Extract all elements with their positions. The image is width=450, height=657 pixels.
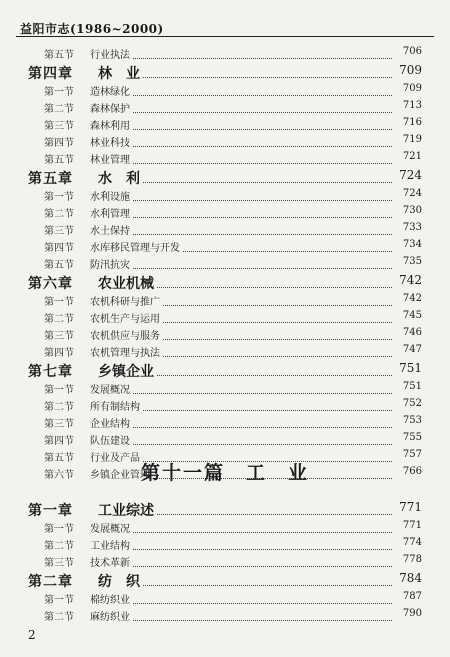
toc-section-row [0,608,450,625]
page-ref: 757 [394,449,422,460]
page-ref: 719 [394,134,422,145]
section-number: 第五节 [44,260,74,271]
section-number: 第一节 [44,524,74,535]
dot-leader [90,427,392,428]
chapter-title: 乡镇企业 [98,361,157,381]
toc-section-row [0,83,450,100]
section-title: 造林绿化 [90,83,132,98]
section-number: 第三节 [44,226,74,237]
dot-leader [90,217,392,218]
page-ref: 771 [394,500,422,514]
dot-leader [90,566,392,567]
dot-leader [90,146,392,147]
toc-chapter-row [0,361,450,381]
section-title: 麻纺织业 [90,608,132,623]
toc-section-row [0,398,450,415]
chapter-number: 第一章 [28,503,73,519]
chapter-number: 第六章 [28,276,73,292]
dot-leader [90,95,392,96]
page-ref: 751 [394,381,422,392]
section-title: 农机科研与推广 [90,293,162,308]
section-number: 第一节 [44,385,74,396]
page-ref: 771 [394,520,422,531]
section-title: 水库移民管理与开发 [90,239,182,254]
section-number: 第三节 [44,558,74,569]
toc-section-row [0,432,450,449]
section-number: 第三节 [44,331,74,342]
dot-leader [90,234,392,235]
toc-section-row [0,134,450,151]
section-title: 企业结构 [90,415,132,430]
section-title: 农机生产与运用 [90,310,162,325]
section-number: 第四节 [44,436,74,447]
chapter-title: 水 利 [98,168,143,188]
page-ref: 724 [394,188,422,199]
dot-leader [90,163,392,164]
toc-chapter-row [0,571,450,591]
page-ref: 709 [394,83,422,94]
section-number: 第四节 [44,348,74,359]
toc-section-row [0,293,450,310]
section-number: 第五节 [44,453,74,464]
section-title: 技术革新 [90,554,132,569]
section-number: 第二节 [44,541,74,552]
page-ref: 790 [394,608,422,619]
page-ref: 746 [394,327,422,338]
section-title: 所有制结构 [90,398,142,413]
page-ref: 713 [394,100,422,111]
toc-section-row [0,344,450,361]
page-ref: 778 [394,554,422,565]
page-ref: 787 [394,591,422,602]
page-ref: 755 [394,432,422,443]
page-ref: 716 [394,117,422,128]
toc-section-row [0,117,450,134]
toc-section-row [0,554,450,571]
dot-leader [90,268,392,269]
page-ref: 721 [394,151,422,162]
section-title: 林业科技 [90,134,132,149]
page-ref: 730 [394,205,422,216]
toc-section-row [0,381,450,398]
page-ref: 766 [394,466,422,477]
section-number: 第五节 [44,50,74,61]
dot-leader [90,532,392,533]
page-ref: 774 [394,537,422,548]
section-title: 行业及产品 [90,449,142,464]
dot-leader [90,444,392,445]
page-ref: 751 [394,361,422,375]
section-title: 水利管理 [90,205,132,220]
toc-chapter-row [0,273,450,293]
toc-section-row [0,327,450,344]
chapter-number: 第四章 [28,66,73,82]
section-number: 第二节 [44,612,74,623]
section-number: 第三节 [44,419,74,430]
toc-section-row [0,46,450,63]
page-ref: 735 [394,256,422,267]
toc-section-row [0,537,450,554]
section-title: 发展概况 [90,381,132,396]
section-title: 森林利用 [90,117,132,132]
section-number: 第五节 [44,155,74,166]
section-title: 防汛抗灾 [90,256,132,271]
section-number: 第二节 [44,402,74,413]
page-ref: 709 [394,63,422,77]
section-title: 森林保护 [90,100,132,115]
page-number: 2 [28,628,36,642]
toc-chapter-row [0,168,450,188]
section-title: 林业管理 [90,151,132,166]
chapter-title: 农业机械 [98,273,157,293]
toc-section-row [0,256,450,273]
dot-leader [90,129,392,130]
toc-section-row [0,415,450,432]
page-ref: 706 [394,46,422,57]
toc-section-row [0,222,450,239]
section-number: 第六节 [44,470,74,481]
section-number: 第一节 [44,87,74,98]
section-title: 工业结构 [90,537,132,552]
section-title: 水利设施 [90,188,132,203]
section-title: 棉纺织业 [90,591,132,606]
section-title: 水土保持 [90,222,132,237]
page-ref: 742 [394,273,422,287]
dot-leader [90,603,392,604]
section-title: 行业执法 [90,46,132,61]
toc-section-row [0,151,450,168]
section-number: 第二节 [44,209,74,220]
header-title: 益阳市志(1986~2000) [20,22,164,36]
section-number: 第三节 [44,121,74,132]
chapter-title: 纺 织 [98,571,143,591]
section-title: 农机供应与服务 [90,327,162,342]
dot-leader [90,549,392,550]
section-number: 第一节 [44,192,74,203]
section-title: 乡镇企业管理 [90,466,152,481]
section-number: 第一节 [44,595,74,606]
page-ref: 784 [394,571,422,585]
dot-leader [90,393,392,394]
chapter-number: 第二章 [28,574,73,590]
dot-leader [90,112,392,113]
toc-section-row [0,100,450,117]
chapter-number: 第七章 [28,364,73,380]
page-ref: 733 [394,222,422,233]
toc-chapter-row [0,63,450,83]
chapter-title: 工业综述 [98,500,157,520]
page-ref: 747 [394,344,422,355]
toc-section-row [0,205,450,222]
toc-section-row [0,310,450,327]
chapter-number: 第五章 [28,171,73,187]
page-ref: 753 [394,415,422,426]
dot-leader [90,200,392,201]
running-header [16,8,434,37]
toc-section-row [0,239,450,256]
section-number: 第四节 [44,243,74,254]
page-ref: 742 [394,293,422,304]
section-number: 第四节 [44,138,74,149]
page-ref: 734 [394,239,422,250]
toc-section-row [0,188,450,205]
page-ref: 752 [394,398,422,409]
toc-section-row [0,591,450,608]
section-number: 第二节 [44,314,74,325]
dot-leader [90,58,392,59]
section-title: 农机管理与执法 [90,344,162,359]
part-title: 第十一篇 工 业 [140,462,309,484]
section-title: 队伍建设 [90,432,132,447]
toc-section-row [0,520,450,537]
page-ref: 724 [394,168,422,182]
section-number: 第一节 [44,297,74,308]
section-title: 发展概况 [90,520,132,535]
dot-leader [90,620,392,621]
page-ref: 745 [394,310,422,321]
chapter-title: 林 业 [98,63,143,83]
toc-chapter-row [0,500,450,520]
section-number: 第二节 [44,104,74,115]
